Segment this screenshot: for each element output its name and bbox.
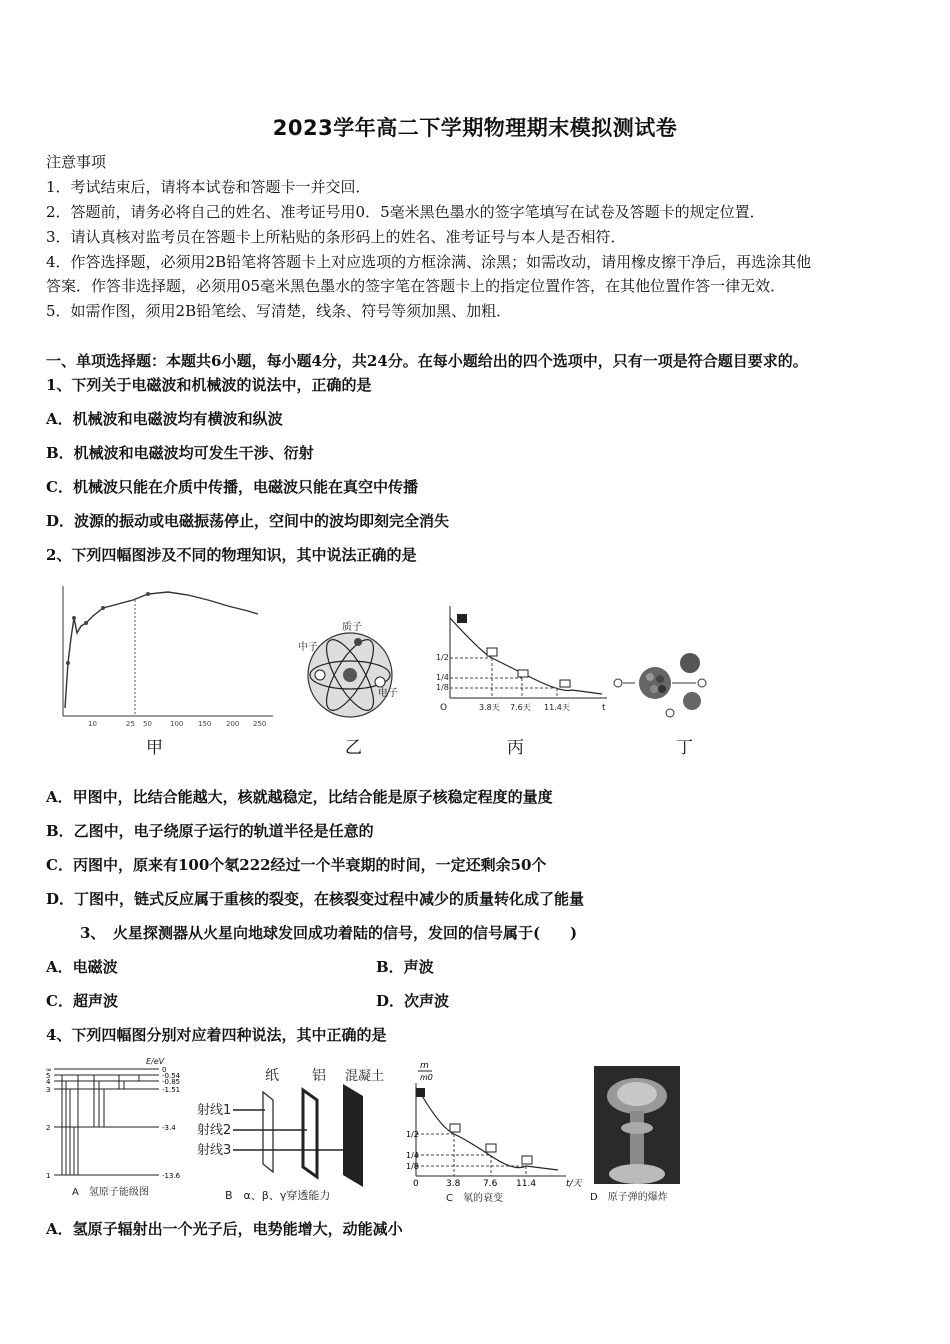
q2-figure-yi <box>298 620 408 729</box>
q4c-xtick: 7.6 <box>483 1179 498 1189</box>
q4c-ylabel-num: m <box>420 1061 429 1071</box>
q4b-paper: 纸 <box>265 1068 279 1084</box>
q2-caption-ding: 丁 <box>676 738 693 758</box>
q2-bing-quarter: 1/4 <box>436 673 449 682</box>
q4a-level-n: 3 <box>46 1086 51 1094</box>
q4a-axis: E/eV <box>146 1057 165 1066</box>
q4b-ray: 射线1 <box>197 1103 232 1118</box>
q2-bing-day: 7.6天 <box>510 703 531 712</box>
q4c-caption: C 氡的衰变 <box>446 1193 503 1204</box>
q1-stem: 1、下列关于电磁波和机械波的说法中，正确的是 <box>46 376 372 394</box>
q4a-level-n: ∞ <box>46 1066 52 1074</box>
q2-bing-t: t <box>602 703 606 713</box>
q3-option-d: D．次声波 <box>376 992 450 1010</box>
q3-stem: 3、 火星探测器从火星向地球发回成功着陆的信号，发回的信号属于( ) <box>80 924 578 942</box>
q4a-level-n: 2 <box>46 1124 51 1132</box>
q4c-half: 1/2 <box>406 1130 419 1139</box>
q2-label-electron: 电子 <box>378 688 398 699</box>
q4a-level-e: -13.6 <box>162 1172 181 1180</box>
q2-bing-day: 3.8天 <box>479 703 500 712</box>
q4-figure-b <box>195 1062 395 1211</box>
q2-figure-bing <box>432 598 612 722</box>
q2-option-d: D．丁图中，链式反应属于重核的裂变，在核裂变过程中减少的质量转化成了能量 <box>46 890 585 908</box>
q1-option-c: C．机械波只能在介质中传播，电磁波只能在真空中传播 <box>46 478 418 496</box>
q4b-ray: 射线2 <box>197 1123 232 1138</box>
q3-option-a: A．电磁波 <box>46 958 118 976</box>
q4b-concrete: 混凝土 <box>345 1069 385 1084</box>
q2-figure-jia <box>48 578 276 732</box>
q4-figure-c <box>406 1058 591 1212</box>
q2-jia-xtick: 250 <box>253 720 267 728</box>
q4-figure-d <box>590 1066 690 1210</box>
q2-caption-jia: 甲 <box>146 738 163 758</box>
q3-option-b: B．声波 <box>376 958 434 976</box>
notice-item: 答案．作答非选择题，必须用05毫米黑色墨水的签字笔在答题卡上的指定位置作答，在其他位置作答一律无效． <box>46 277 786 295</box>
q4a-level-e: -1.51 <box>162 1086 181 1094</box>
q4c-xlabel: t/天 <box>566 1179 582 1189</box>
q4a-caption: A 氢原子能级图 <box>72 1187 149 1198</box>
q2-caption-bing: 丙 <box>507 738 524 758</box>
q1-option-b: B．机械波和电磁波均可发生干涉、衍射 <box>46 444 314 462</box>
q4-stem: 4、下列四幅图分别对应着四种说法，其中正确的是 <box>46 1026 387 1044</box>
notice-item: 2．答题前，请务必将自己的姓名、准考证号用0．5毫米黑色墨水的签字笔填写在试卷及答题卡的规定位置． <box>46 203 765 221</box>
q2-option-a: A．甲图中，比结合能越大，核就越稳定，比结合能是原子核稳定程度的量度 <box>46 788 553 806</box>
notice-item: 4．作答选择题，必须用2B铅笔将答题卡上对应选项的方框涂满、涂黑；如需改动，请用橡皮擦干净后，再选涂其他 <box>46 253 812 271</box>
q4c-eighth: 1/8 <box>406 1162 419 1171</box>
q2-caption-yi: 乙 <box>345 738 362 758</box>
q4c-quarter: 1/4 <box>406 1151 419 1160</box>
q2-jia-xtick: 25 <box>126 720 135 728</box>
notice-heading: 注意事项 <box>46 153 107 171</box>
q4a-level-n: 4 <box>46 1078 51 1086</box>
q4a-level-n: 5 <box>46 1072 51 1080</box>
q4c-ylabel-den: m0 <box>420 1073 433 1082</box>
q2-bing-half: 1/2 <box>436 653 449 662</box>
notice-item: 3．请认真核对监考员在答题卡上所粘贴的条形码上的姓名、准考证号与本人是否相符． <box>46 228 626 246</box>
q2-bing-origin: O <box>440 703 448 713</box>
section-heading: 一、单项选择题：本题共6小题，每小题4分，共24分。在每小题给出的四个选项中，只有一项是符合题目要求的。 <box>46 352 808 370</box>
q4-figure-a <box>44 1055 194 1207</box>
q4-option-a: A．氢原子辐射出一个光子后，电势能增大，动能减小 <box>46 1220 403 1238</box>
q4a-level-e: -0.54 <box>162 1072 181 1080</box>
q4c-xtick: 0 <box>413 1179 419 1189</box>
q4c-xtick: 11.4 <box>516 1179 537 1189</box>
q2-bing-day: 11.4天 <box>544 703 570 712</box>
q4b-caption: B α、β、γ穿透能力 <box>225 1189 331 1202</box>
q2-label-neutron: 中子 <box>298 642 318 653</box>
q4b-ray: 射线3 <box>197 1143 232 1158</box>
q4a-level-n: 1 <box>46 1172 51 1180</box>
q2-figure-ding <box>610 645 710 724</box>
q2-option-c: C．丙图中，原来有100个氡222经过一个半衰期的时间，一定还剩余50个 <box>46 856 547 874</box>
q2-stem: 2、下列四幅图涉及不同的物理知识，其中说法正确的是 <box>46 546 417 564</box>
q2-bing-eighth: 1/8 <box>436 683 449 692</box>
q2-jia-xtick: 10 <box>88 720 97 728</box>
q2-label-proton: 质子 <box>342 622 362 633</box>
q4c-xtick: 3.8 <box>446 1179 461 1189</box>
q4a-level-e: -0.85 <box>162 1078 181 1086</box>
q2-jia-xtick: 100 <box>170 720 184 728</box>
q2-jia-xtick: 200 <box>226 720 240 728</box>
q4b-aluminum: 铝 <box>312 1068 326 1084</box>
notice-item: 5．如需作图，须用2B铅笔绘、写清楚，线条、符号等须加黑、加粗． <box>46 302 512 320</box>
page-title: 2023学年高二下学期物理期末模拟测试卷 <box>272 116 678 140</box>
q1-option-d: D．波源的振动或电磁振荡停止，空间中的波均即刻完全消失 <box>46 512 450 530</box>
q2-jia-xtick: 150 <box>198 720 212 728</box>
notice-item: 1．考试结束后，请将本试卷和答题卡一并交回． <box>46 178 371 196</box>
q4d-caption: D 原子弹的爆炸 <box>590 1192 668 1203</box>
q4a-level-e: -3.4 <box>162 1124 176 1132</box>
q1-option-a: A．机械波和电磁波均有横波和纵波 <box>46 410 283 428</box>
q2-jia-xtick: 50 <box>143 720 152 728</box>
q3-option-c: C．超声波 <box>46 992 118 1010</box>
q2-option-b: B．乙图中，电子绕原子运行的轨道半径是任意的 <box>46 822 374 840</box>
q4a-level-e: 0 <box>162 1066 167 1074</box>
